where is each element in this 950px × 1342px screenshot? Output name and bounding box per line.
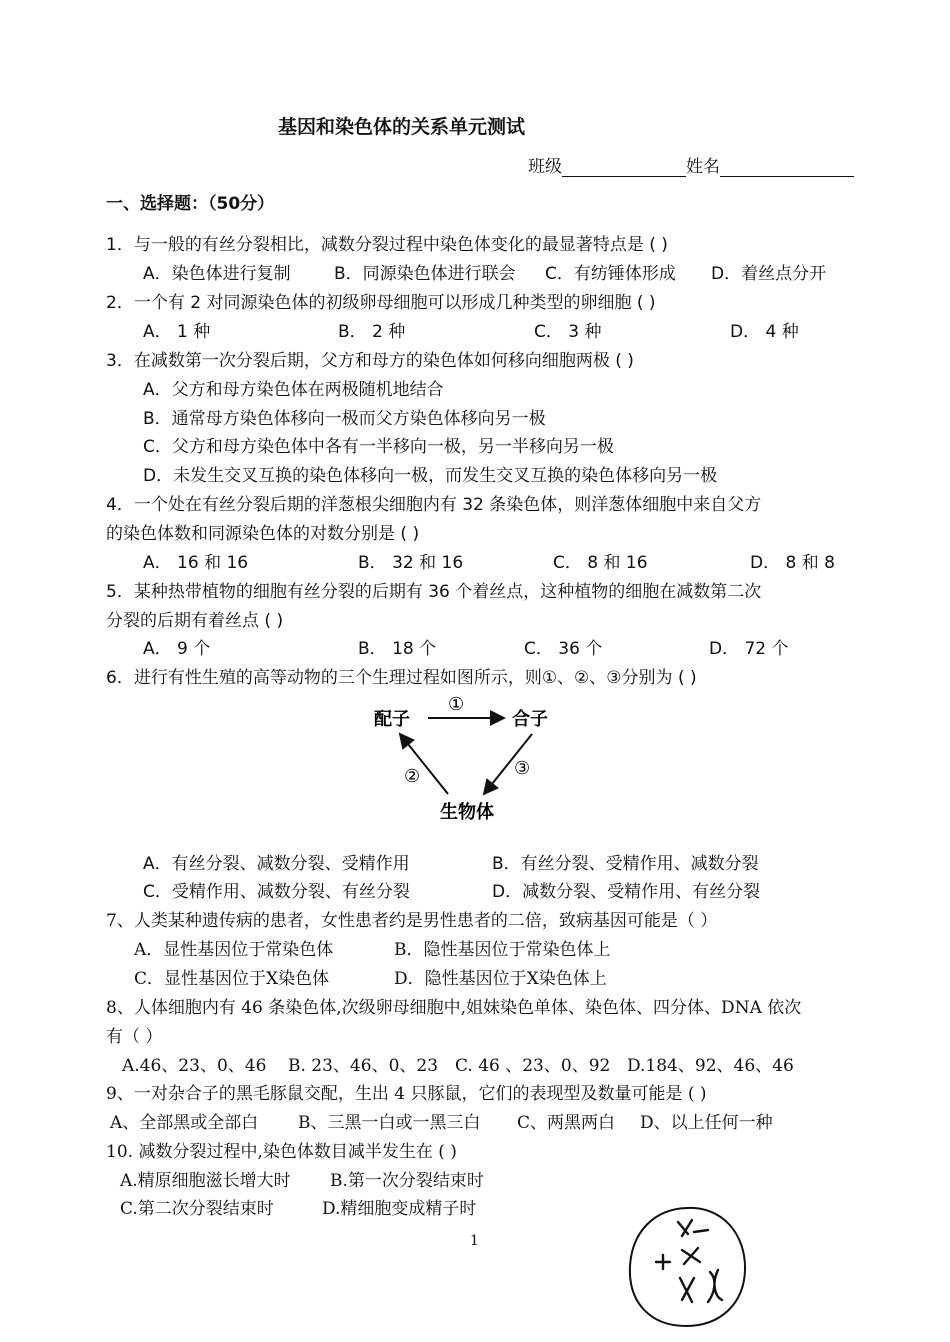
option-d: D.184、92、46、46: [627, 1056, 794, 1076]
option-b: B．有丝分裂、受精作用、减数分裂: [492, 854, 759, 874]
option-c: C． 3 种: [534, 322, 602, 342]
question-5-stem-cont: 分裂的后期有着丝点 ( ): [106, 611, 284, 631]
option-d: D． 8 和 8: [750, 553, 835, 573]
option-b: B．隐性基因位于常染色体上: [394, 940, 611, 960]
option-c: C．父方和母方染色体中各有一半移向一极，另一半移向另一极: [143, 437, 614, 457]
question-9-stem: 9、一对杂合子的黑毛豚鼠交配，生出 4 只豚鼠，它们的表现型及数量可能是 ( ): [106, 1084, 707, 1104]
arrow-2-label: ②: [404, 766, 421, 787]
chromosome-6: [708, 1270, 722, 1302]
arrow-1-label: ①: [448, 694, 465, 715]
question-4-stem: 4．一个处在有丝分裂后期的洋葱根尖细胞内有 32 条染色体，则洋葱体细胞中来自父方: [106, 495, 762, 515]
arrow-3-label: ③: [514, 758, 531, 779]
reproduction-cycle-diagram: [366, 690, 566, 830]
option-a: A.精原细胞滋长增大时: [120, 1171, 291, 1191]
option-d: D.精细胞变成精子时: [322, 1199, 477, 1219]
section-title: 一、选择题：（50分）: [106, 194, 275, 214]
option-a: A． 16 和 16: [143, 553, 249, 573]
option-c: C．受精作用、减数分裂、有丝分裂: [143, 882, 410, 902]
option-a: A．显性基因位于常染色体: [134, 940, 334, 960]
option-d: D．减数分裂、受精作用、有丝分裂: [492, 882, 761, 902]
question-7-stem: 7、人类某种遗传病的患者，女性患者约是男性患者的二倍，致病基因可能是（ ）: [106, 911, 718, 931]
option-d: D、以上任何一种: [640, 1113, 773, 1133]
name-blank[interactable]: [720, 160, 854, 177]
question-2-stem: 2．一个有 2 对同源染色体的初级卵母细胞可以形成几种类型的卵细胞 ( ): [106, 293, 656, 313]
name-label: 姓名: [686, 157, 720, 177]
option-c: C. 46 、23、0、92: [455, 1056, 611, 1076]
option-b: B． 18 个: [358, 639, 437, 659]
option-d: D．未发生交叉互换的染色体移向一极，而发生交叉互换的染色体移向另一极: [143, 466, 718, 486]
class-name-line: [528, 152, 854, 177]
option-c: C． 8 和 16: [553, 553, 648, 573]
option-a: A． 1 种: [143, 322, 211, 342]
option-c: C． 36 个: [524, 639, 603, 659]
option-a: A.46、23、0、46: [122, 1056, 267, 1076]
option-d: D．着丝点分开: [711, 264, 827, 284]
option-a: A．有丝分裂、减数分裂、受精作用: [143, 854, 410, 874]
chromosome-1: [678, 1220, 692, 1236]
option-c: C．显性基因位于X染色体: [134, 969, 330, 989]
option-b: B． 32 和 16: [358, 553, 464, 573]
option-b: B． 2 种: [338, 322, 406, 342]
option-b: B. 23、46、0、23: [288, 1056, 439, 1076]
question-8-stem-cont: 有（ ）: [106, 1027, 163, 1047]
question-6-stem: 6．进行有性生殖的高等动物的三个生理过程如图所示，则①、②、③分别为 ( ): [106, 668, 697, 688]
option-a: A． 9 个: [143, 639, 211, 659]
option-a: A．父方和母方染色体在两极随机地结合: [143, 380, 444, 400]
chromosome-5: [680, 1278, 694, 1302]
option-b: B．同源染色体进行联会: [334, 264, 516, 284]
chromosome-2: [694, 1230, 708, 1232]
option-c: C、两黑两白: [517, 1113, 616, 1133]
page-number: 1: [470, 1233, 479, 1249]
question-3-stem: 3．在减数第一次分裂后期，父方和母方的染色体如何移向细胞两极 ( ): [106, 351, 634, 371]
option-a: A．染色体进行复制: [143, 264, 291, 284]
chromosomes: [656, 1220, 722, 1302]
question-8-stem: 8、人体细胞内有 46 条染色体,次级卵母细胞中,姐妹染色单体、染色体、四分体、DNA 依次: [106, 998, 802, 1018]
option-d: D． 72 个: [709, 639, 789, 659]
question-4-stem-cont: 的染色体数和同源染色体的对数分别是 ( ): [106, 524, 420, 544]
node-zygote: 合子: [512, 709, 548, 730]
option-b: B．通常母方染色体移向一极而父方染色体移向另一极: [143, 409, 546, 429]
class-label: 班级: [528, 157, 562, 177]
option-d: D． 4 种: [730, 322, 799, 342]
option-b: B、三黑一白或一黑三白: [298, 1113, 481, 1133]
node-organism: 生物体: [440, 802, 494, 823]
chromosome-4: [682, 1248, 700, 1264]
option-c: C．有纺锤体形成: [545, 264, 676, 284]
chromosome-3: [656, 1255, 670, 1269]
option-a: A、全部黑或全部白: [110, 1113, 259, 1133]
class-blank[interactable]: [562, 160, 686, 177]
option-c: C.第二次分裂结束时: [120, 1199, 274, 1219]
option-d: D．隐性基因位于X染色体上: [394, 969, 607, 989]
question-1-stem: 1．与一般的有丝分裂相比，减数分裂过程中染色体变化的最显著特点是 ( ): [106, 235, 668, 255]
page-title: 基因和染色体的关系单元测试: [278, 116, 526, 138]
cell-chromosome-figure: [622, 1200, 752, 1330]
question-5-stem: 5．某种热带植物的细胞有丝分裂的后期有 36 个着丝点，这种植物的细胞在减数第二次: [106, 582, 762, 602]
node-gamete: 配子: [374, 709, 410, 730]
question-10-stem: 10. 减数分裂过程中,染色体数目减半发生在 ( ): [106, 1142, 457, 1162]
option-b: B.第一次分裂结束时: [330, 1171, 484, 1191]
